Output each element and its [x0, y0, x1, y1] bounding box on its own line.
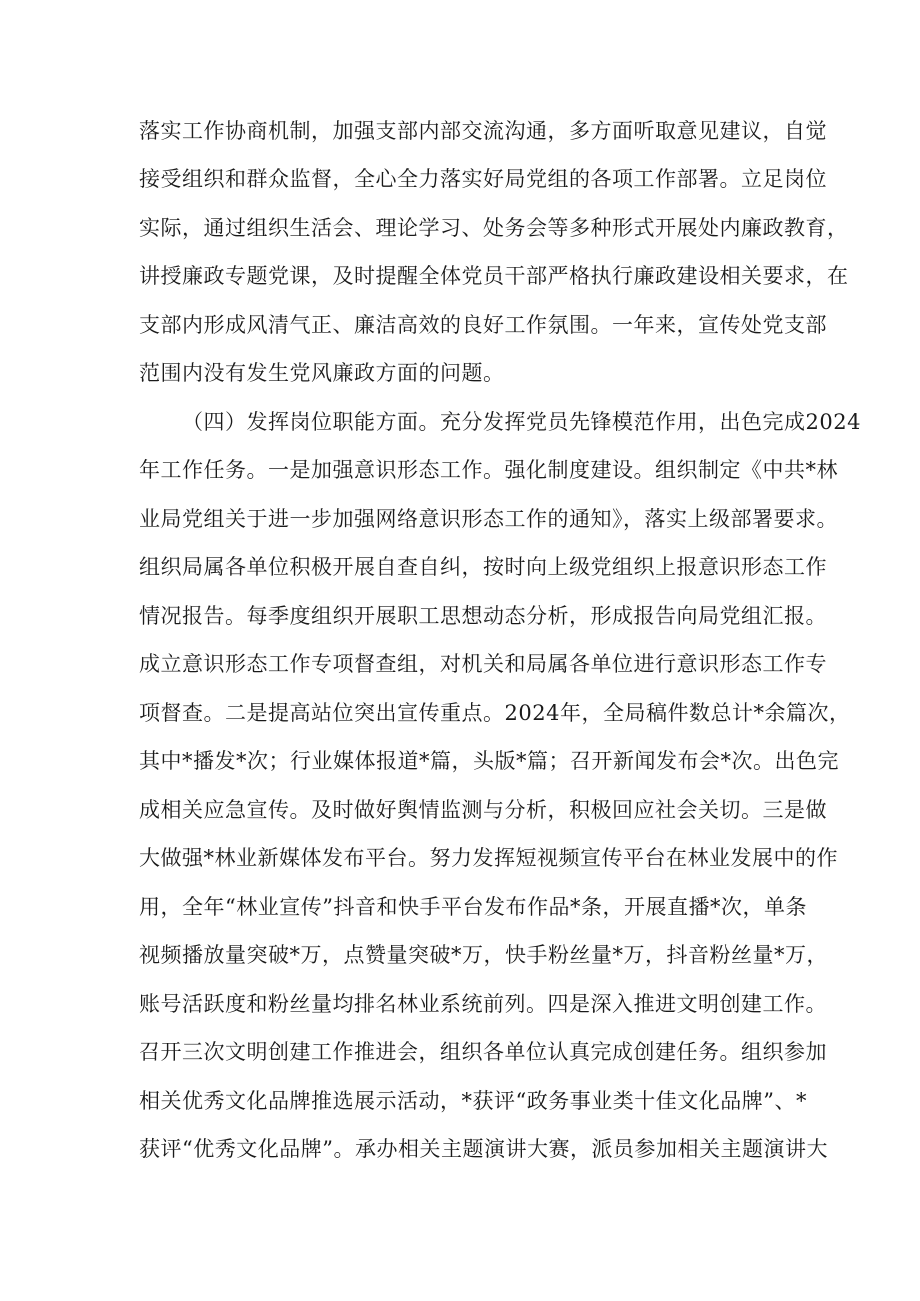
text-line: 成立意识形态工作专项督查组，对机关和局属各单位进行意识形态工作专 [139, 652, 827, 676]
text-line: 其中*播发*次；行业媒体报道*篇，头版*篇；召开新闻发布会*次。出色完 [139, 749, 839, 773]
text-line: 落实工作协商机制，加强支部内部交流沟通，多方面听取意见建议，自觉 [139, 119, 827, 143]
text-line: 业局党组关于进一步加强网络意识形态工作的通知》，落实上级部署要求。 [139, 507, 838, 531]
text-line: 接受组织和群众监督，全心全力落实好局党组的各项工作部署。立足岗位 [139, 167, 827, 191]
text-line: 项督查。二是提高站位突出宣传重点。2024年，全局稿件数总计*余篇次， [139, 701, 851, 725]
text-line: 成相关应急宣传。及时做好舆情监测与分析，积极回应社会关切。三是做 [139, 798, 827, 822]
text-line: 讲授廉政专题党课，及时提醒全体党员干部严格执行廉政建设相关要求，在 [139, 264, 849, 288]
text-line: 召开三次文明创建工作推进会，组织各单位认真完成创建任务。组织参加 [139, 1040, 827, 1064]
text-line: 年工作任务。一是加强意识形态工作。强化制度建设。组织制定《中共*林 [139, 458, 838, 482]
text-line: 用，全年“林业宣传”抖音和快手平台发布作品*条，开展直播*次，单条 [139, 895, 807, 919]
text-line: 获评“优秀文化品牌”。承办相关主题演讲大赛，派员参加相关主题演讲大 [139, 1137, 828, 1161]
text-line: 相关优秀文化品牌推选展示活动，*获评“政务事业类十佳文化品牌”、* [139, 1089, 807, 1113]
text-line: 大做强*林业新媒体发布平台。努力发挥短视频宣传平台在林业发展中的作 [139, 846, 838, 870]
paragraph-heading-line: （四）发挥岗位职能方面。充分发挥党员先锋模范作用，出色完成2024 [182, 410, 861, 434]
text-line: 支部内形成风清气正、廉洁高效的良好工作氛围。一年来，宣传处党支部 [139, 313, 827, 337]
text-line: 视频播放量突破*万，点赞量突破*万，快手粉丝量*万，抖音粉丝量*万， [139, 943, 828, 967]
text-line: 组织局属各单位积极开展自查自纠，按时向上级党组织上报意识形态工作 [139, 555, 827, 579]
text-line: 范围内没有发生党风廉政方面的问题。 [139, 361, 505, 385]
text-line: 账号活跃度和粉丝量均排名林业系统前列。四是深入推进文明创建工作。 [139, 992, 827, 1016]
text-line: 实际，通过组织生活会、理论学习、处务会等多种形式开展处内廉政教育， [139, 216, 849, 240]
text-line: 情况报告。每季度组织开展职工思想动态分析，形成报告向局党组汇报。 [139, 604, 827, 628]
